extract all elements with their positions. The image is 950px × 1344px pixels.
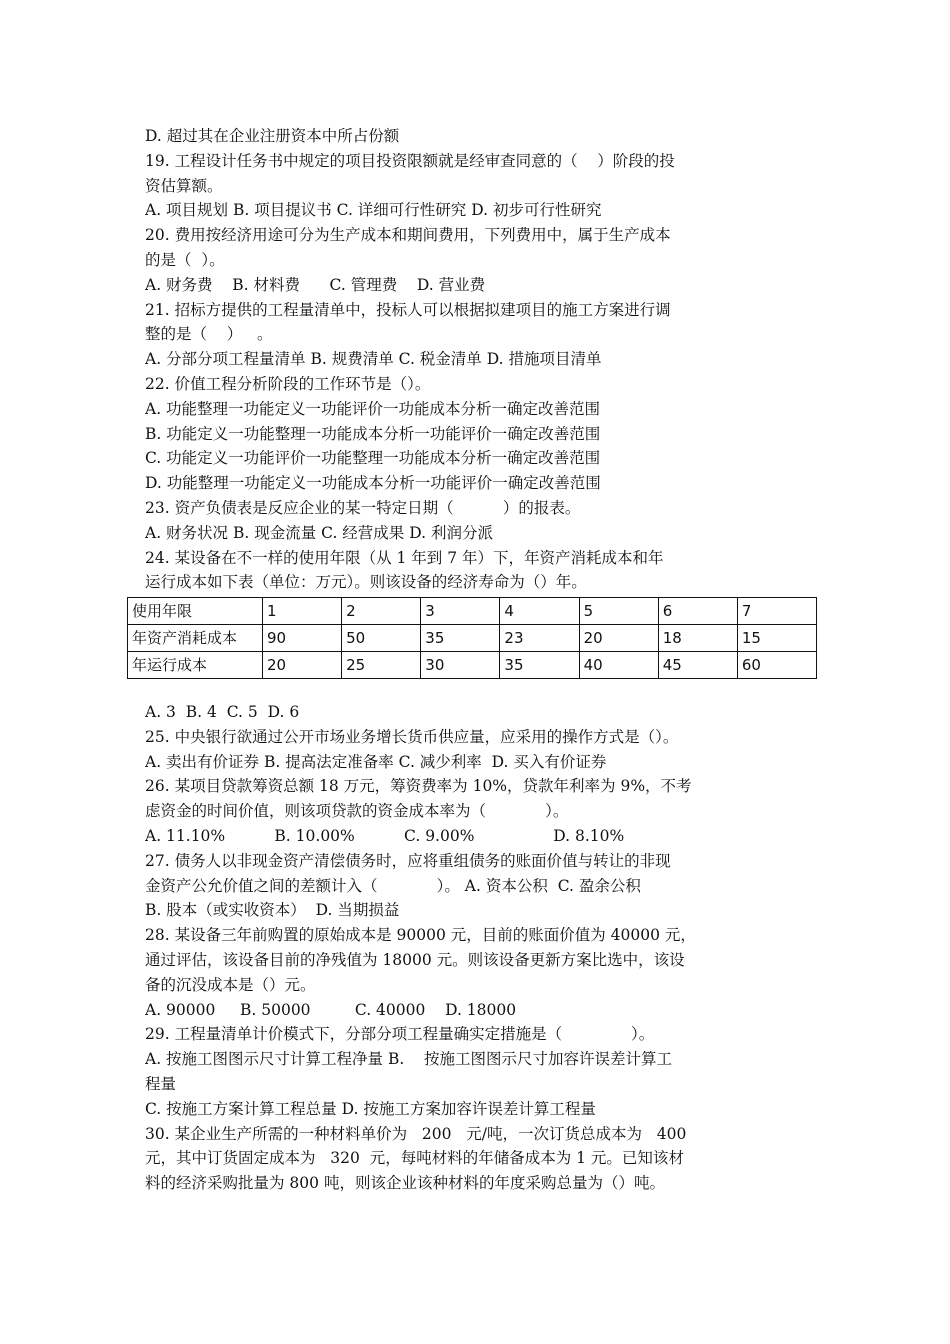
table-cell: 40: [579, 652, 658, 679]
question-27: 27. 债务人以非现金资产清偿债务时，应将重组债务的账面价值与转让的非现: [145, 851, 671, 870]
table-row: [128, 598, 817, 625]
options-23: A. 财务状况 B. 现金流量 C. 经营成果 D. 利润分派: [145, 523, 493, 542]
text-line: 运行成本如下表（单位：万元）。则该设备的经济寿命为（）年。: [145, 573, 587, 592]
table-cell: 35: [421, 625, 500, 652]
text-line: 虑资金的时间价值，则该项贷款的资金成本率为（ ）。: [145, 802, 569, 821]
text-line: 通过评估，该设备目前的净残值为 18000 元。则该设备更新方案比选中，该设: [145, 950, 685, 969]
text-line: 资估算额。: [145, 176, 223, 195]
table-row: [128, 652, 817, 679]
text-line: 元，其中订货固定成本为 320 元，每吨材料的年储备成本为 1 元。已知该材: [145, 1149, 684, 1168]
question-19: 19. 工程设计任务书中规定的项目投资限额就是经审查同意的（ ）阶段的投: [145, 151, 675, 170]
option-22a: A. 功能整理一功能定义一功能评价一功能成本分析一确定改善范围: [145, 399, 601, 418]
question-25: 25. 中央银行欲通过公开市场业务增长货币供应量，应采用的操作方式是（）。: [145, 727, 679, 746]
question-21: 21. 招标方提供的工程量清单中，投标人可以根据拟建项目的施工方案进行调: [145, 300, 671, 319]
table-cell: 20: [263, 652, 342, 679]
question-30: 30. 某企业生产所需的一种材料单价为 200 元/吨，一次订货总成本为 400: [145, 1124, 687, 1143]
table-cell: 年资产消耗成本: [128, 625, 263, 652]
options-29: A. 按施工图图示尺寸计算工程净量 B. 按施工图图示尺寸加容许误差计算工: [145, 1050, 673, 1069]
options-26: A. 11.10% B. 10.00% C. 9.00% D. 8.10%: [145, 826, 625, 845]
table-cell: 90: [263, 625, 342, 652]
options-21: A. 分部分项工程量清单 B. 规费清单 C. 税金清单 D. 措施项目清单: [145, 350, 602, 369]
text-line: 备的沉没成本是（）元。: [145, 975, 316, 994]
table-cell: 35: [500, 652, 579, 679]
question-22: 22. 价值工程分析阶段的工作环节是（）。: [145, 374, 431, 393]
question-23: 23. 资产负债表是反应企业的某一特定日期（ ）的报表。: [145, 498, 581, 517]
table-cell: 60: [737, 652, 816, 679]
table-cell: 7: [737, 598, 816, 625]
table-cell: 年运行成本: [128, 652, 263, 679]
text-line: D. 超过其在企业注册资本中所占份额: [145, 127, 400, 145]
table-cell: 6: [658, 598, 737, 625]
equipment-life-table: [127, 597, 817, 679]
question-29: 29. 工程量清单计价模式下，分部分项工程量确实定措施是（ ）。: [145, 1025, 655, 1044]
table-cell: 45: [658, 652, 737, 679]
option-22c: C. 功能定义一功能评价一功能整理一功能成本分析一确定改善范围: [145, 449, 601, 468]
text-after-table: [145, 700, 817, 1196]
table-row: [128, 625, 817, 652]
text-line: 程量: [145, 1074, 177, 1093]
options-27: B. 股本（或实收资本） D. 当期损益: [145, 901, 400, 920]
option-22b: B. 功能定义一功能整理一功能成本分析一功能评价一确定改善范围: [145, 424, 601, 443]
option-22d: D. 功能整理一功能定义一功能成本分析一功能评价一确定改善范围: [145, 474, 601, 493]
options-28: A. 90000 B. 50000 C. 40000 D. 18000: [145, 1000, 517, 1019]
text-line: 料的经济采购批量为 800 吨，则该企业该种材料的年度采购总量为（）吨。: [145, 1174, 665, 1193]
table-cell: 23: [500, 625, 579, 652]
question-28: 28. 某设备三年前购置的原始成本是 90000 元，目前的账面价值为 40000 元，: [145, 926, 696, 945]
text-before-table: [145, 124, 817, 595]
text-line: 金资产公允价值之间的差额计入（ ）。 A. 资本公积 C. 盈余公积: [145, 876, 641, 895]
table-cell: 25: [342, 652, 421, 679]
table-cell: 20: [579, 625, 658, 652]
options-29-cd: C. 按施工方案计算工程总量 D. 按施工方案加容许误差计算工程量: [145, 1099, 596, 1118]
table-cell: 3: [421, 598, 500, 625]
table-cell: 30: [421, 652, 500, 679]
options-19: A. 项目规划 B. 项目提议书 C. 详细可行性研究 D. 初步可行性研究: [145, 201, 602, 220]
options-24: A. 3 B. 4 C. 5 D. 6: [145, 703, 300, 721]
table-cell: 15: [737, 625, 816, 652]
table-cell: 2: [342, 598, 421, 625]
question-24: 24. 某设备在不一样的使用年限（从 1 年到 7 年）下，年资产消耗成本和年: [145, 548, 664, 567]
table-cell: 使用年限: [128, 598, 263, 625]
table-cell: 5: [579, 598, 658, 625]
table-cell: 4: [500, 598, 579, 625]
table-cell: 18: [658, 625, 737, 652]
text-line: 整的是（ ） 。: [145, 325, 273, 344]
table-cell: 50: [342, 625, 421, 652]
question-20: 20. 费用按经济用途可分为生产成本和期间费用，下列费用中，属于生产成本: [145, 226, 671, 245]
options-25: A. 卖出有价证券 B. 提高法定准备率 C. 减少利率 D. 买入有价证券: [145, 752, 607, 771]
question-26: 26. 某项目贷款筹资总额 18 万元，筹资费率为 10%，贷款年利率为 9%，不考: [145, 777, 692, 796]
table-cell: 1: [263, 598, 342, 625]
text-line: 的是（ ）。: [145, 250, 225, 269]
options-20: A. 财务费 B. 材料费 C. 管理费 D. 营业费: [145, 275, 486, 294]
